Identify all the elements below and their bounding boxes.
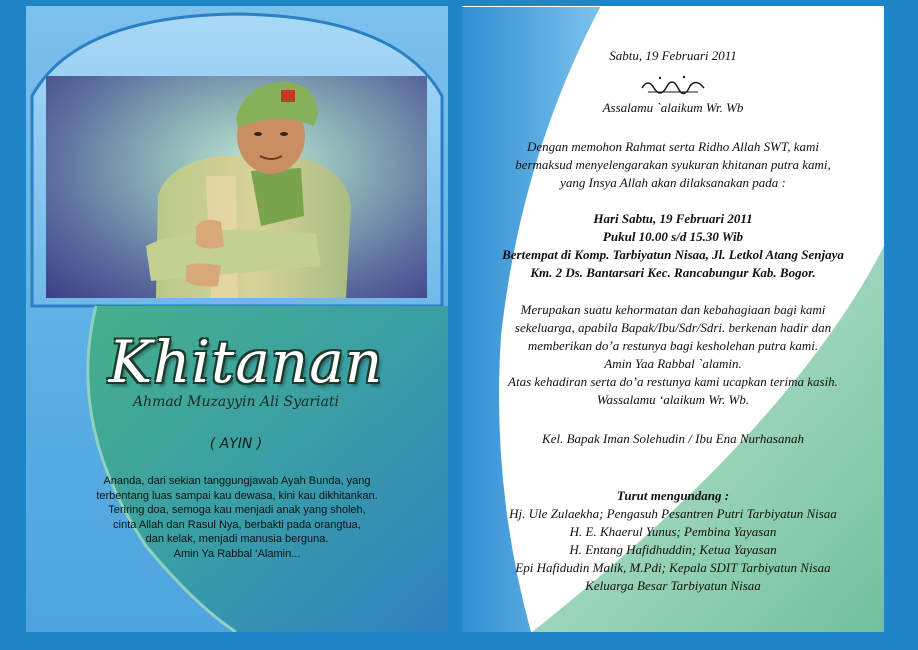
inviter-item: Epi Hafidudin Malik, M.Pdi; Kepala SDIT Tarbiyatun Nisaa xyxy=(515,560,831,575)
closing-line: memberikan do’a restunya bagi kesholehan putra kami. xyxy=(527,338,819,353)
intro-line: Dengan memohon Rahmat serta Ridho Allah SWT, kami xyxy=(527,139,819,154)
event-day: Hari Sabtu, 19 Februari 2011 xyxy=(593,211,753,226)
invitation-date: Sabtu, 19 Februari 2011 xyxy=(609,48,737,63)
greeting: Assalamu `alaikum Wr. Wb xyxy=(602,100,744,115)
event-venue: Bertempat di Komp. Tarbiyatun Nisaa, Jl. Letkol Atang Senjaya xyxy=(502,247,844,262)
poem-line: Amin Ya Rabbal ‘Alamin... xyxy=(173,547,301,560)
left-panel xyxy=(26,6,448,632)
poem-line: Ananda, dari sekian tanggungjawab Ayah Bunda, yang xyxy=(103,475,371,487)
event-address: Km. 2 Ds. Bantarsari Kec. Rancabungur Kab. Bogor. xyxy=(530,265,816,280)
inviters-heading: Turut mengundang : xyxy=(616,488,730,503)
inviter-item: H. Entang Hafidhuddin; Ketua Yayasan xyxy=(569,542,777,557)
closing-line: sekeluarga, apabila Bapak/Ibu/Sdr/Sdri. berkenan hadir dan xyxy=(514,320,832,335)
event-title: Khitanan xyxy=(108,328,384,396)
intro-line: yang Insya Allah akan dilaksanakan pada : xyxy=(560,175,786,190)
inviter-item: Keluarga Besar Tarbiyatun Nisaa xyxy=(585,578,761,593)
closing-line: Amin Yaa Rabbal `alamin. xyxy=(604,356,742,371)
poem-line: cinta Allah dan Rasul Nya, berbakti pada orangtua, xyxy=(113,518,361,531)
child-photo xyxy=(46,76,427,298)
closing-line: Wassalamu ‘alaikum Wr. Wb. xyxy=(596,392,750,407)
right-panel xyxy=(462,6,884,632)
event-time: Pukul 10.00 s/d 15.30 Wib xyxy=(602,229,744,244)
inviter-item: H. E. Khaerul Yunus; Pembina Yayasan xyxy=(569,524,777,539)
closing-line: Merupakan suatu kehormatan dan kebahagiaan bagi kami xyxy=(520,302,826,317)
prayer-poem xyxy=(56,474,418,561)
closing-line: Atas kehadiran serta do’a restunya kami ucapkan terima kasih. xyxy=(508,374,838,389)
child-full-name: Ahmad Muzayyin Ali Syariati xyxy=(133,394,339,410)
poem-line: dan kelak, menjadi manusia berguna. xyxy=(145,533,329,545)
intro-line: bermaksud menyelengarakan syukuran khitanan putra kami, xyxy=(515,157,831,172)
poem-line: Teriring doa, semoga kau menjadi anak yang sholeh, xyxy=(108,504,366,516)
poem-line: terbentang luas sampai kau dewasa, kini kau dikhitankan. xyxy=(96,489,378,502)
child-nickname: ( AYIN ) xyxy=(209,436,263,452)
family-signature: Kel. Bapak Iman Solehudin / Ibu Ena Nurhasanah xyxy=(542,431,804,446)
inviter-item: Hj. Ule Zulaekha; Pengasuh Pesantren Putri Tarbiyatun Nisaa xyxy=(509,506,837,521)
bismillah-calligraphy-icon xyxy=(638,72,708,96)
